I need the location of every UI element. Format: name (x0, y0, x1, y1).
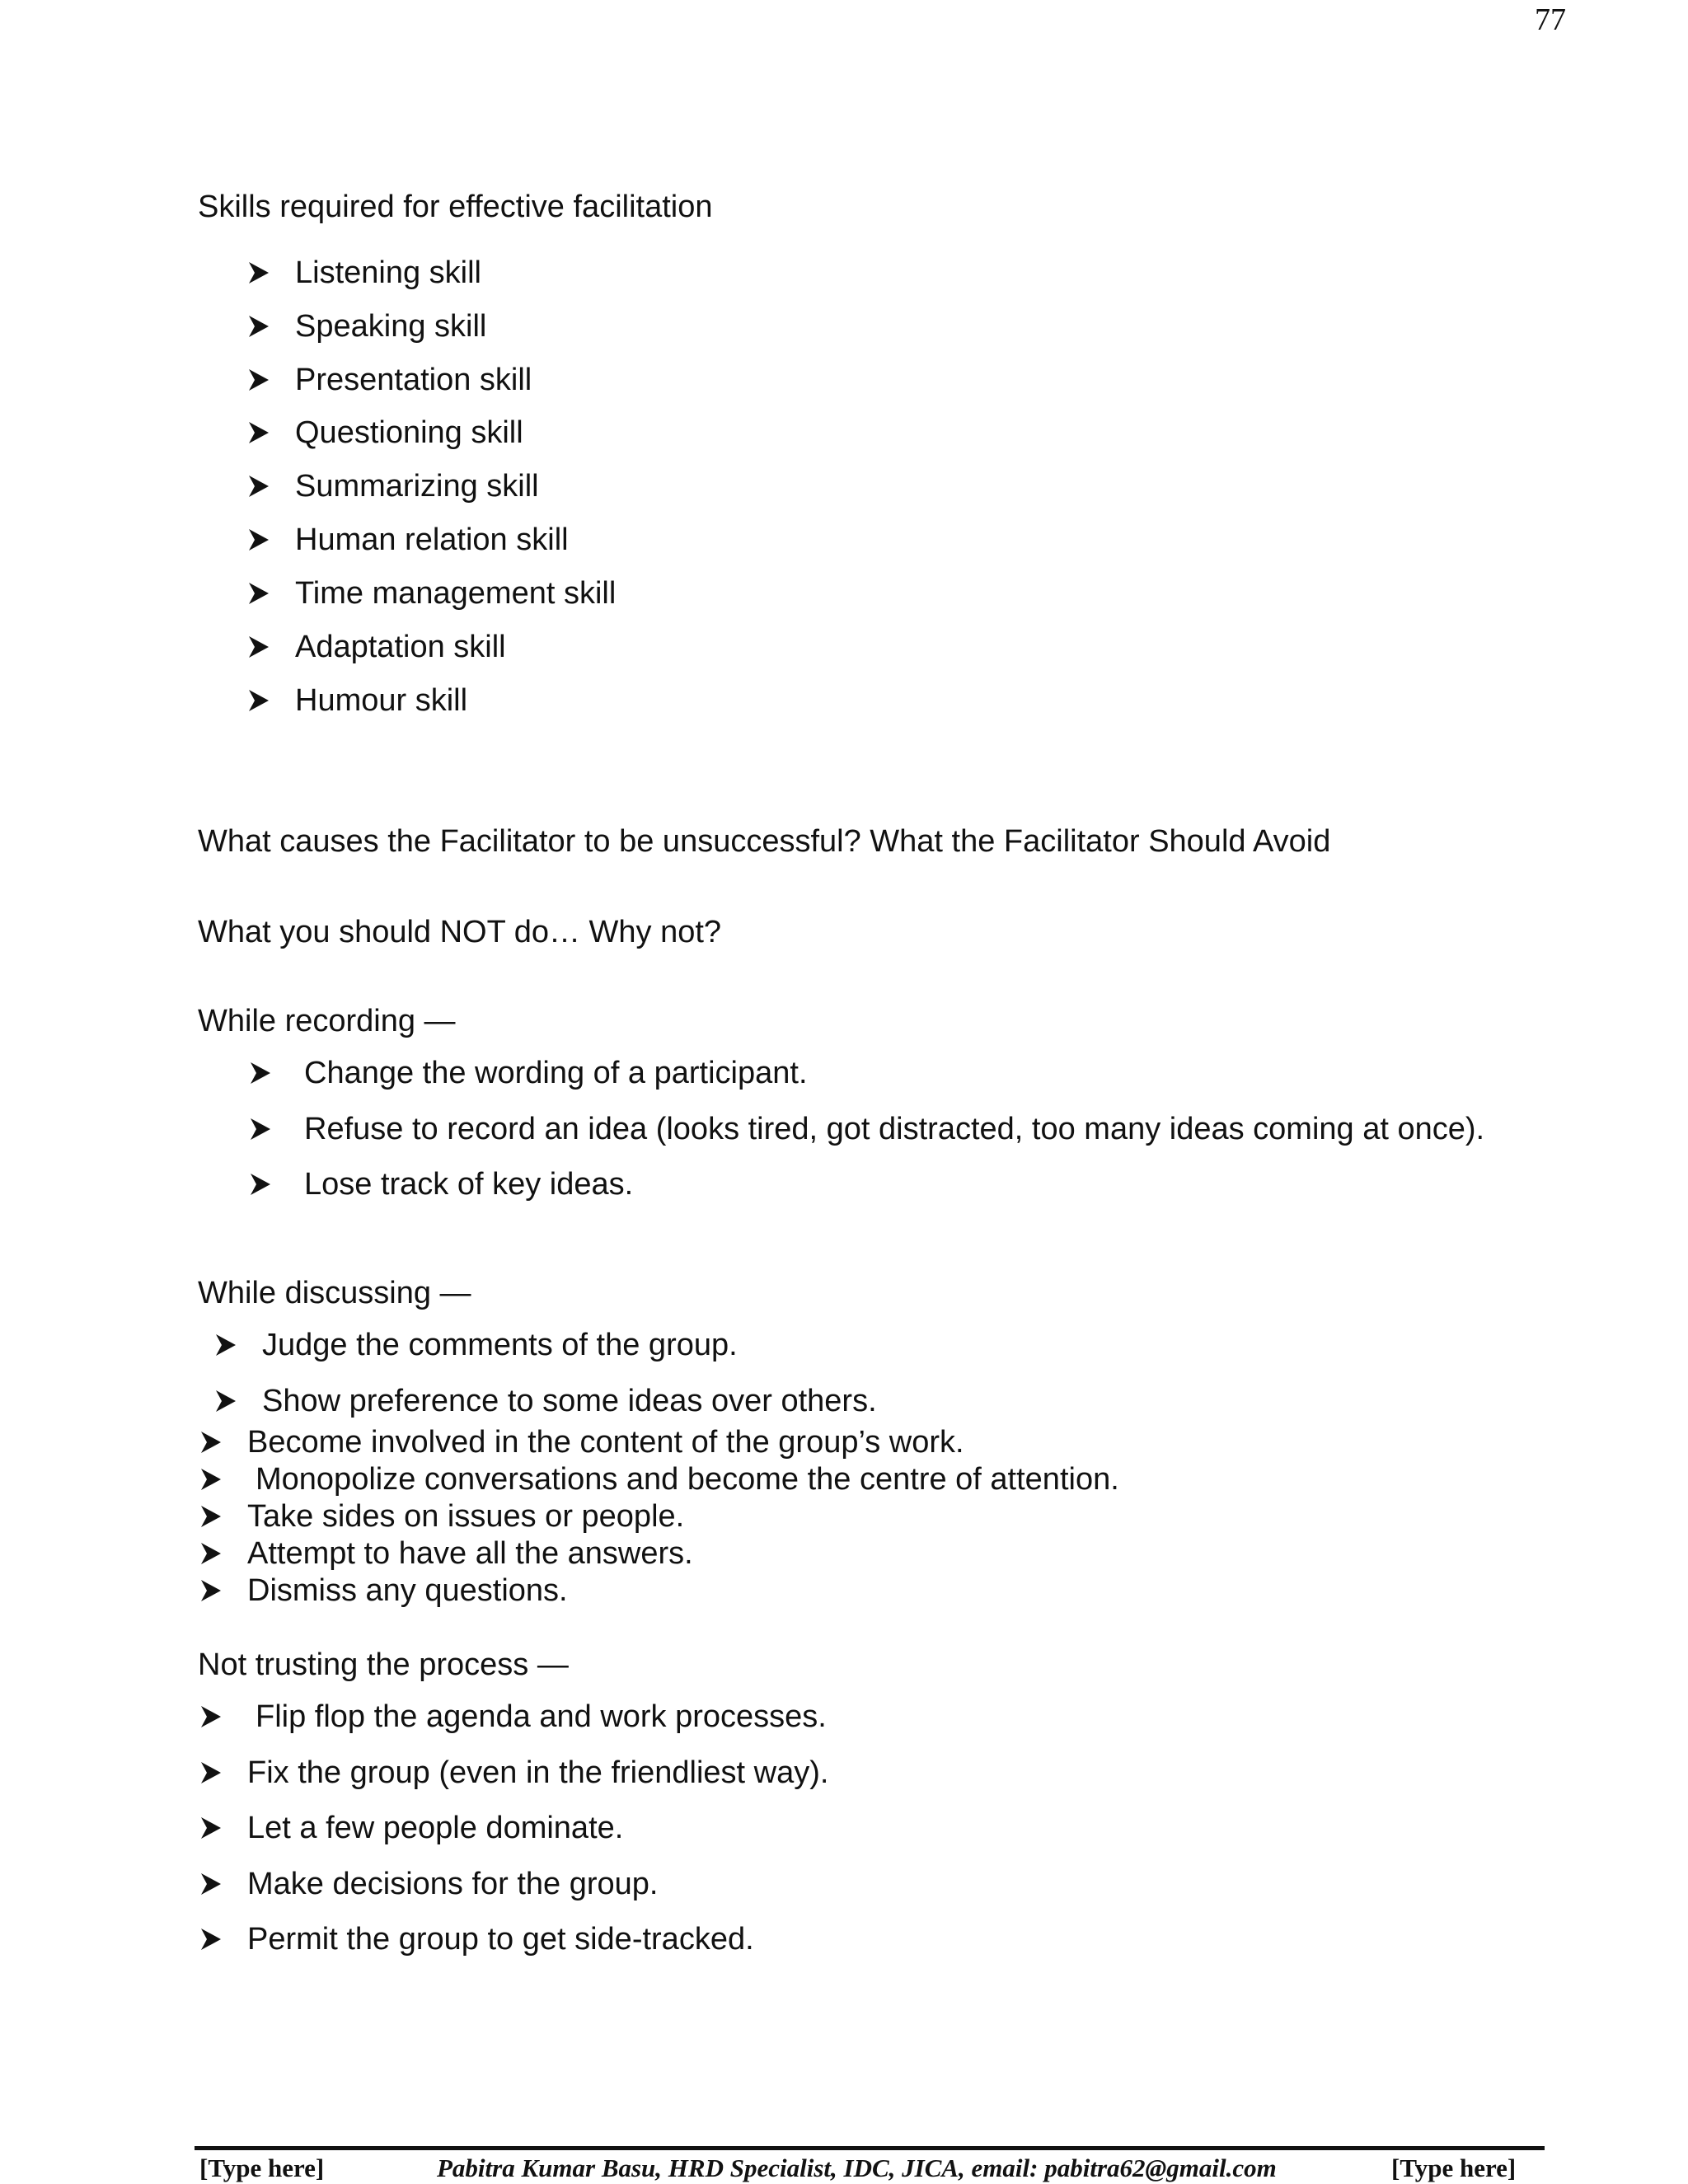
list-item: Judge the comments of the group. (262, 1328, 738, 1362)
arrow-bullet-icon (199, 1541, 223, 1566)
list-item: Make decisions for the group. (247, 1867, 659, 1901)
list-item: Refuse to record an idea (looks tired, got distracted, too many ideas coming at once). (304, 1112, 1485, 1146)
arrow-bullet-icon (214, 1389, 237, 1413)
list-item: Adaptation skill (295, 630, 506, 664)
arrow-bullet-icon (249, 1061, 272, 1085)
list-item: Permit the group to get side-tracked. (247, 1922, 754, 1957)
list-item: Flip flop the agenda and work processes. (256, 1699, 827, 1734)
list-item: Take sides on issues or people. (247, 1499, 685, 1534)
arrow-bullet-icon (199, 1927, 223, 1952)
arrow-bullet-icon (247, 581, 270, 606)
process-heading: Not trusting the process — (198, 1647, 569, 1682)
arrow-bullet-icon (247, 474, 270, 499)
list-item: Monopolize conversations and become the centre of attention. (256, 1462, 1119, 1497)
discussing-heading: While discussing — (198, 1276, 471, 1310)
list-item: Dismiss any questions. (247, 1573, 568, 1608)
list-item: Listening skill (295, 255, 481, 290)
arrow-bullet-icon (247, 688, 270, 713)
arrow-bullet-icon (199, 1704, 223, 1729)
arrow-bullet-icon (199, 1430, 223, 1455)
not-do-heading: What you should NOT do… Why not? (198, 915, 722, 949)
arrow-bullet-icon (199, 1760, 223, 1785)
list-item: Change the wording of a participant. (304, 1056, 808, 1090)
list-item: Fix the group (even in the friendliest way). (247, 1755, 829, 1790)
list-item: Show preference to some ideas over others. (262, 1384, 877, 1418)
arrow-bullet-icon (199, 1504, 223, 1529)
arrow-bullet-icon (247, 260, 270, 285)
arrow-bullet-icon (249, 1117, 272, 1141)
list-item: Let a few people dominate. (247, 1811, 624, 1845)
arrow-bullet-icon (249, 1172, 272, 1197)
list-item: Attempt to have all the answers. (247, 1536, 693, 1571)
recording-heading: While recording — (198, 1004, 456, 1038)
footer-right: [Type here] (1391, 2154, 1517, 2182)
page-number: 77 (1535, 2, 1566, 37)
arrow-bullet-icon (247, 314, 270, 339)
list-item: Human relation skill (295, 523, 569, 557)
list-item: Speaking skill (295, 309, 487, 344)
causes-heading: What causes the Facilitator to be unsuccessful? What the Facilitator Should Avoid (198, 824, 1331, 859)
list-item: Humour skill (295, 683, 468, 718)
arrow-bullet-icon (199, 1872, 223, 1896)
footer-rule (195, 2146, 1545, 2150)
arrow-bullet-icon (199, 1467, 223, 1492)
arrow-bullet-icon (214, 1333, 237, 1357)
list-item: Lose track of key ideas. (304, 1167, 634, 1202)
footer-left: [Type here] (199, 2154, 325, 2182)
list-item: Summarizing skill (295, 469, 539, 504)
list-item: Time management skill (295, 576, 617, 611)
arrow-bullet-icon (247, 420, 270, 445)
skills-heading: Skills required for effective facilitation (198, 190, 713, 224)
list-item: Become involved in the content of the group’s work. (247, 1425, 964, 1460)
arrow-bullet-icon (199, 1578, 223, 1603)
list-item: Questioning skill (295, 415, 523, 450)
arrow-bullet-icon (199, 1816, 223, 1840)
arrow-bullet-icon (247, 527, 270, 552)
footer-author: Pabitra Kumar Basu, HRD Specialist, IDC, JICA, email: pabitra62@gmail.com (437, 2154, 1277, 2182)
arrow-bullet-icon (247, 368, 270, 392)
list-item: Presentation skill (295, 363, 532, 397)
arrow-bullet-icon (247, 635, 270, 659)
